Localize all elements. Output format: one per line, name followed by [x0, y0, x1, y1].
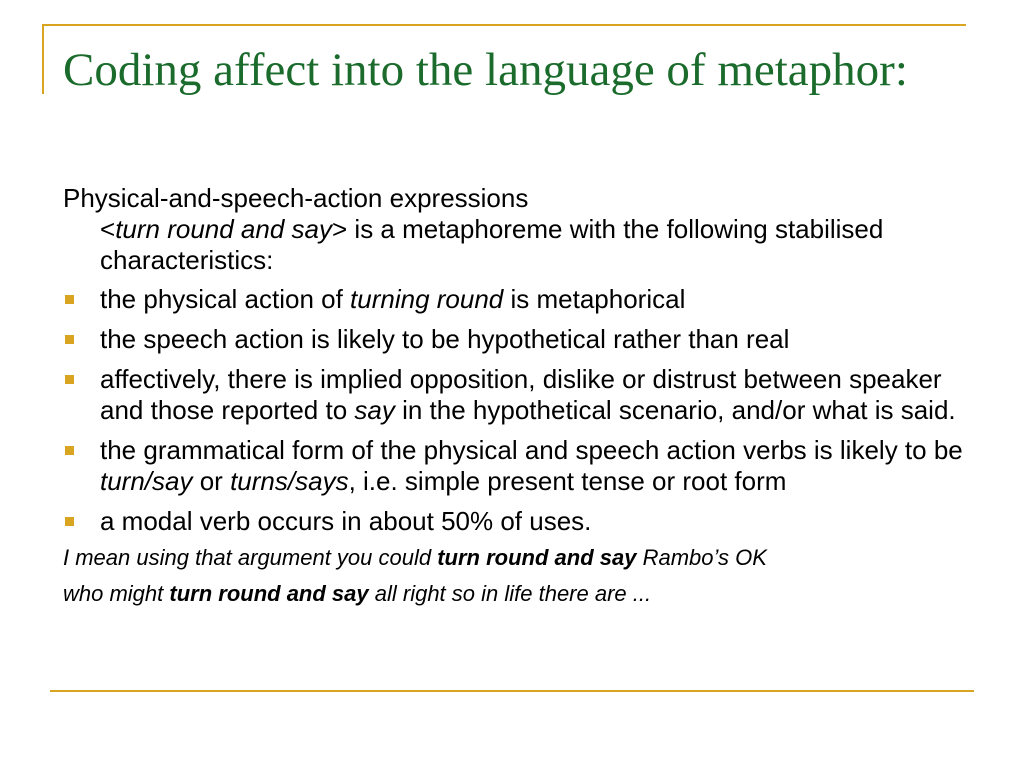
- intro-definition-text: is a metaphoreme with the following stabilised characteristics:: [100, 214, 884, 275]
- close-angle-bracket: >: [332, 214, 348, 244]
- list-item: a modal verb occurs in about 50% of uses.: [63, 506, 963, 537]
- square-bullet-icon: [65, 295, 74, 304]
- left-border-rule: [42, 24, 44, 94]
- characteristics-list: [63, 284, 963, 537]
- intro-definition: [63, 214, 963, 276]
- example-quote: who might turn round and say all right so in life there are ...: [63, 581, 652, 606]
- example-quote: I mean using that argument you could turn round and say Rambo’s OK: [63, 545, 767, 570]
- list-item: the physical action of turning round is metaphorical: [63, 284, 963, 315]
- open-angle-bracket: <: [100, 214, 116, 244]
- list-item: the grammatical form of the physical and speech action verbs is likely to be turn/say or turns/says, i.e. simple present tense or root form: [63, 435, 963, 497]
- slide-title: Coding affect into the language of metaphor:: [63, 44, 908, 96]
- bottom-border-rule: [50, 690, 974, 692]
- emphasis-text: turning round: [350, 284, 504, 314]
- square-bullet-icon: [65, 446, 74, 455]
- list-item: the speech action is likely to be hypothetical rather than real: [63, 324, 963, 355]
- example-highlight: turn round and say: [169, 581, 369, 606]
- emphasis-text: say: [354, 395, 395, 425]
- square-bullet-icon: [65, 517, 74, 526]
- emphasis-text: turns/says: [230, 466, 349, 496]
- slide-body: [63, 183, 963, 607]
- square-bullet-icon: [65, 335, 74, 344]
- top-border-rule: [42, 24, 966, 26]
- intro-line: Physical-and-speech-action expressions: [63, 183, 529, 213]
- square-bullet-icon: [65, 375, 74, 384]
- example-highlight: turn round and say: [437, 545, 637, 570]
- emphasis-text: turn/say: [100, 466, 193, 496]
- metaphoreme-term: turn round and say: [115, 214, 332, 244]
- list-item: affectively, there is implied opposition, dislike or distrust between speaker and those reported to say in the hypothetical scenario, and/or what is said.: [63, 364, 963, 426]
